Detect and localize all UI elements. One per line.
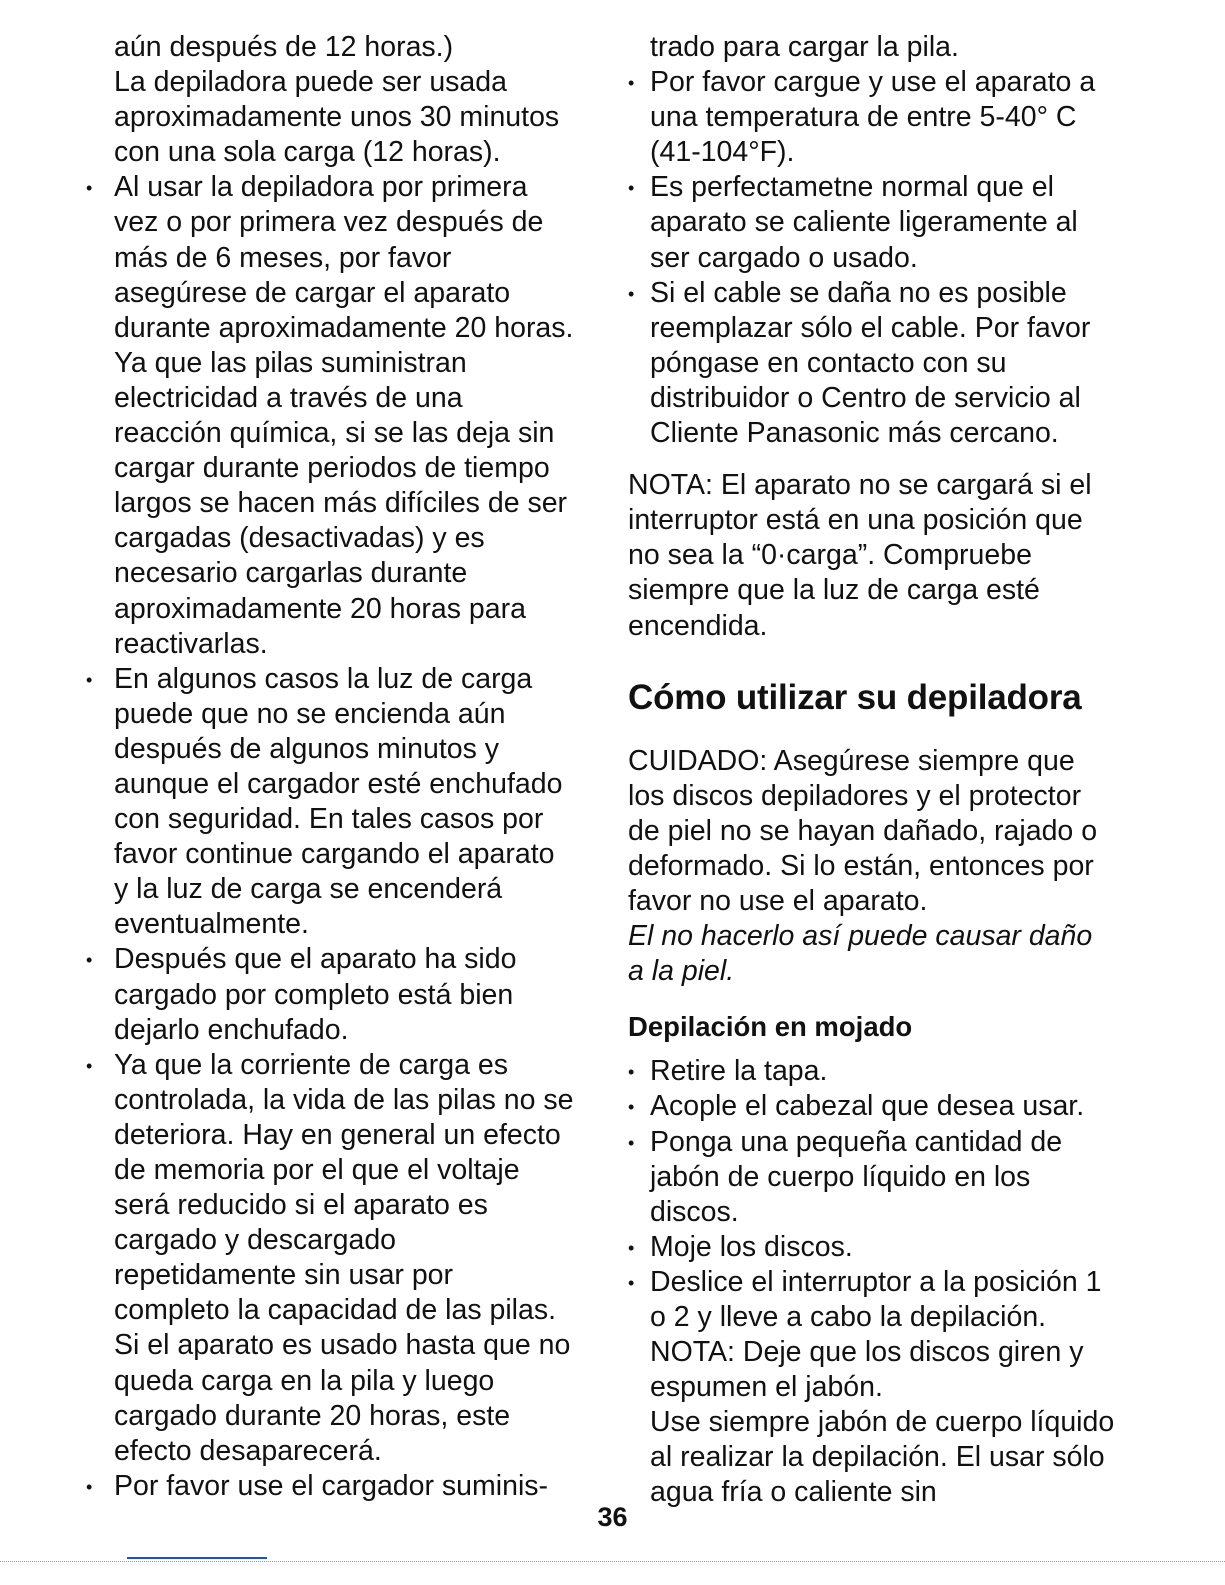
bullet-use-supplied-charger: • Por favor use el cargador suminis-	[86, 1469, 576, 1504]
caution-text: CUIDADO: Asegúrese siempre que los discos depiladores y el protector de piel no se hayan dañado, rajado o deformado. Si lo están, entonces por favor no use el aparato.	[628, 744, 1098, 917]
section-title: Cómo utilizar su depiladora	[628, 677, 1082, 717]
charging-note: NOTA: El aparato no se cargará si el interruptor está en una posición que no sea la “0·carga”. Compruebe siempre que la luz de carga esté encendida.	[628, 469, 1092, 642]
right-column	[628, 30, 1115, 1511]
step-note: NOTA: Deje que los discos giren y espumen el jabón.	[650, 1336, 1084, 1404]
bullet-warming-normal: • Es perfectametne normal que el aparato se caliente ligeramente al ser cargado o usado.	[628, 170, 1115, 275]
left-column	[86, 30, 576, 1504]
charger-continuation: trado para cargar la pila.	[650, 31, 959, 63]
step-wet-discs: • Moje los discos.	[628, 1230, 1115, 1265]
step-slide-switch: • Deslice el interruptor a la posición 1 o 2 y lleve a cabo la depilación.	[628, 1265, 1115, 1335]
bullet-charge-light: • En algunos casos la luz de carga puede que no se encienda aún después de algunos minutos y aunque el cargador esté enchufado con seguridad. En tales casos por favor continue cargando el aparato y la luz de carga se encenderá eventualmente.	[86, 662, 576, 943]
memory-effect-continuation: Si el aparato es usado hasta que no queda carga en la pila y luego cargado durante 20 horas, este efecto desaparecerá.	[114, 1329, 571, 1467]
bullet-damaged-cable: • Si el cable se daña no es posible reemplazar sólo el cable. Por favor póngase en contacto con su distribuidor o Centro de servicio al Cliente Panasonic más cercano.	[628, 276, 1115, 451]
step-apply-soap: • Ponga una pequeña cantidad de jabón de cuerpo líquido en los discos.	[628, 1125, 1115, 1230]
step-attach-head: • Acople el cabezal que desea usar.	[628, 1089, 1115, 1124]
caution-warning-italic: El no hacerlo así puede causar daño a la piel.	[628, 920, 1093, 988]
wet-depilation-heading: Depilación en mojado	[628, 1011, 913, 1043]
bullet-memory-effect: • Ya que la corriente de carga es controlada, la vida de las pilas no se deteriora. Hay en general un efecto de memoria por el que el voltaje será reducido si el aparato es cargado y descargado repetidamente sin usar por completo la capacidad de las pilas.	[86, 1048, 576, 1329]
intro-usage-note: La depiladora puede ser usada aproximadamente unos 30 minutos con una sola carga (12 horas).	[114, 66, 560, 169]
step-remove-cap: • Retire la tapa.	[628, 1054, 1115, 1089]
bullet-first-use-charging: • Al usar la depiladora por primera vez o por primera vez después de más de 6 meses, por favor asegúrese de cargar el aparato durante aproximadamente 20 horas. Ya que las pilas suministran electricidad a través de una reacción química, si se las deja sin cargar durante periodos de tiempo largos se hacen más difíciles de ser cargadas (desactivadas) y es necesario cargarlas durante aproximadamente 20 horas para reactivarlas.	[86, 170, 576, 661]
scan-edge-mark	[127, 1557, 267, 1559]
step-use-soap-continued: Use siempre jabón de cuerpo líquido al realizar la depilación. El usar sólo agua fría o caliente sin	[650, 1406, 1115, 1509]
scan-edge-line	[0, 1561, 1225, 1562]
intro-continuation: aún después de 12 horas.)	[114, 31, 454, 63]
page-number: 36	[597, 1502, 628, 1532]
bullet-leave-plugged: • Después que el aparato ha sido cargado por completo está bien dejarlo enchufado.	[86, 942, 576, 1047]
bullet-temperature: • Por favor cargue y use el aparato a una temperatura de entre 5-40° C (41-104°F).	[628, 65, 1115, 170]
